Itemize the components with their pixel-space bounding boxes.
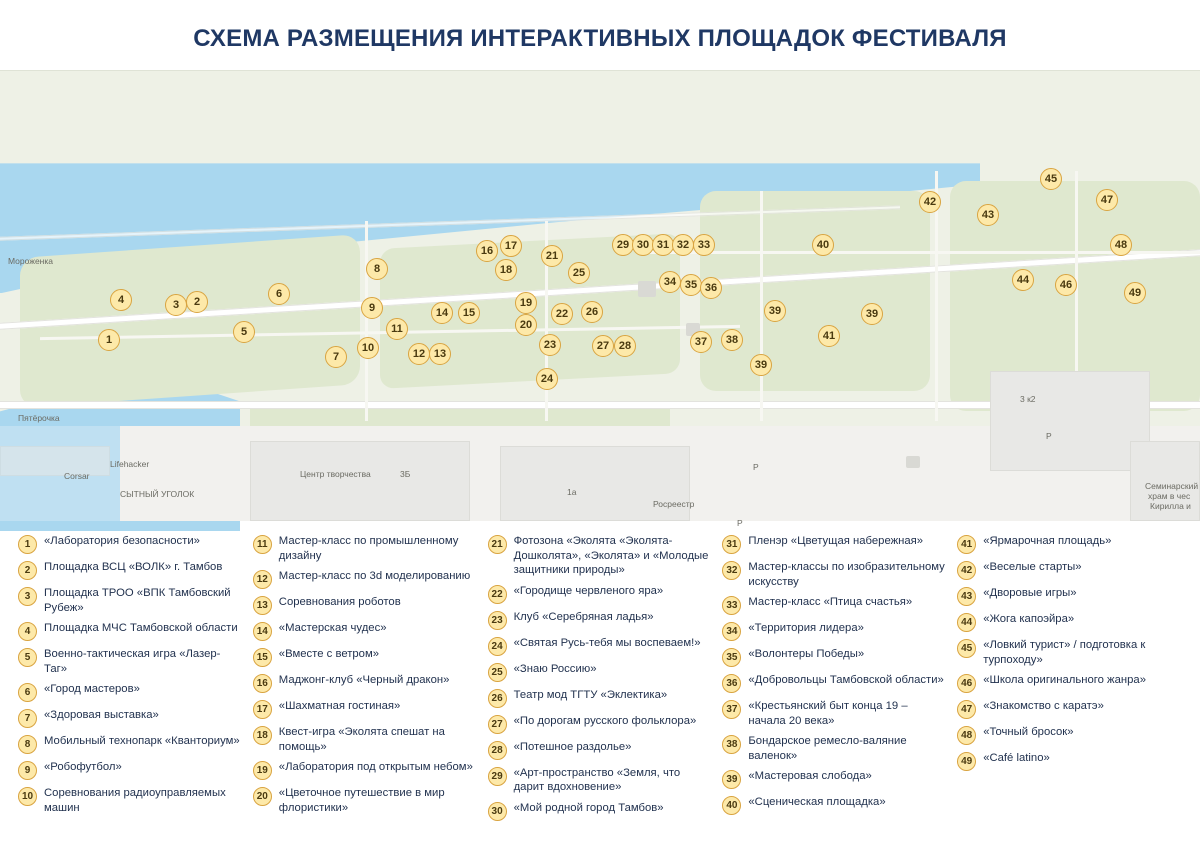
map-pin-18[interactable]: 18 (495, 259, 517, 281)
legend-item-31[interactable] (722, 534, 947, 554)
legend-item-43[interactable] (957, 586, 1182, 606)
legend-label: Театр мод ТГТУ «Эклектика» (513, 688, 668, 701)
legend-item-37[interactable] (722, 699, 947, 728)
legend-label: «Мастерская чудес» (278, 622, 387, 635)
legend-number-badge: 48 (957, 726, 976, 745)
legend-item-36[interactable] (722, 673, 947, 693)
legend-label: «Святая Русь-тебя мы воспеваем!» (513, 636, 701, 649)
map-pin-42[interactable]: 42 (919, 191, 941, 213)
map-pin-20[interactable]: 20 (515, 314, 537, 336)
map-pin-29[interactable]: 29 (612, 234, 634, 256)
map-pin-44[interactable]: 44 (1012, 269, 1034, 291)
legend-item-2[interactable] (18, 560, 243, 580)
legend-label: «Городище червленого яра» (513, 584, 664, 597)
map-pin-48[interactable]: 48 (1110, 234, 1132, 256)
legend-item-26[interactable] (488, 688, 713, 708)
legend-number-badge: 32 (722, 561, 741, 580)
legend-label: Квест-игра «Эколята спешат на помощь» (278, 726, 445, 753)
legend-number-badge: 14 (253, 622, 272, 641)
map-pin-39[interactable]: 39 (750, 354, 772, 376)
legend-label: «По дорогам русского фольклора» (513, 714, 697, 727)
legend-item-24[interactable] (488, 636, 713, 656)
legend-label: «Арт-пространство «Земля, что дарит вдохновение» (513, 766, 681, 794)
legend-number-badge: 34 (722, 622, 741, 641)
legend-number-badge: 13 (253, 596, 272, 615)
map-pin-13[interactable]: 13 (429, 343, 451, 365)
legend-label: «Мастеровая слобода» (748, 770, 872, 783)
legend-item-49[interactable] (957, 751, 1182, 771)
legend-number-badge: 39 (722, 770, 741, 789)
legend-label: Пленэр «Цветущая набережная» (748, 535, 924, 548)
legend-column-5 (957, 534, 1182, 844)
legend-number-badge: 35 (722, 648, 741, 667)
legend-label: Мастер-класс по 3d моделированию (278, 570, 471, 583)
map-pin-39[interactable]: 39 (764, 300, 786, 322)
map-label: 1а (567, 487, 577, 498)
legend-label: Маджонг-клуб «Черный дракон» (278, 674, 450, 687)
map-pin-2[interactable]: 2 (186, 291, 208, 313)
legend-label: «Мой родной город Тамбов» (513, 801, 664, 814)
map-pin-32[interactable]: 32 (672, 234, 694, 256)
legend-item-46[interactable] (957, 673, 1182, 693)
legend-item-22[interactable] (488, 584, 713, 604)
map-pin-25[interactable]: 25 (568, 262, 590, 284)
legend-item-27[interactable] (488, 714, 713, 734)
legend-label: Мастер-класс «Птица счастья» (748, 596, 913, 609)
legend-item-13[interactable] (253, 595, 478, 615)
legend-number-badge: 36 (722, 674, 741, 693)
legend-item-34[interactable] (722, 621, 947, 641)
legend-label: Бондарское ремесло-валяние валенок» (748, 735, 907, 762)
legend-number-badge: 10 (18, 787, 37, 806)
map-pin-37[interactable]: 37 (690, 331, 712, 353)
legend-item-10[interactable] (18, 786, 243, 815)
legend-label: «Вместе с ветром» (278, 648, 380, 661)
legend-number-badge: 28 (488, 741, 507, 760)
legend-number-badge: 5 (18, 648, 37, 667)
legend-item-44[interactable] (957, 612, 1182, 632)
map-pin-33[interactable]: 33 (693, 234, 715, 256)
map-block-c (906, 456, 920, 468)
legend (0, 520, 1200, 850)
legend-item-30[interactable] (488, 801, 713, 821)
legend-item-29[interactable] (488, 766, 713, 795)
legend-column-1 (18, 534, 243, 844)
legend-number-badge: 24 (488, 637, 507, 656)
legend-number-badge: 43 (957, 587, 976, 606)
map-label: Центр творчества (300, 469, 371, 480)
map-label: храм в чес (1148, 491, 1191, 502)
legend-number-badge: 45 (957, 639, 976, 658)
legend-column-3 (488, 534, 713, 844)
map-pin-17[interactable]: 17 (500, 235, 522, 257)
legend-number-badge: 33 (722, 596, 741, 615)
legend-item-14[interactable] (253, 621, 478, 641)
legend-item-8[interactable] (18, 734, 243, 754)
legend-number-badge: 6 (18, 683, 37, 702)
map-pin-30[interactable]: 30 (632, 234, 654, 256)
legend-item-17[interactable] (253, 699, 478, 719)
map-pin-15[interactable]: 15 (458, 302, 480, 324)
legend-number-badge: 17 (253, 700, 272, 719)
legend-label: Площадка ТРОО «ВПК Тамбовский Рубеж» (44, 587, 231, 614)
legend-number-badge: 31 (722, 535, 741, 554)
map-label: Corsar (64, 471, 90, 482)
legend-item-19[interactable] (253, 760, 478, 780)
legend-label: «Лаборатория под открытым небом» (278, 761, 473, 774)
map-pin-28[interactable]: 28 (614, 335, 636, 357)
legend-number-badge: 12 (253, 570, 272, 589)
map-pin-6[interactable]: 6 (268, 283, 290, 305)
map-pin-40[interactable]: 40 (812, 234, 834, 256)
legend-label: «Жога капоэйра» (983, 613, 1075, 626)
legend-label: «Крестьянский быт конца 19 – начала 20 века» (748, 700, 908, 727)
legend-label: Площадка МЧС Тамбовской области (44, 622, 238, 635)
legend-item-7[interactable] (18, 708, 243, 728)
legend-label: Площадка ВСЦ «ВОЛК» г. Тамбов (44, 561, 223, 574)
map-pin-10[interactable]: 10 (357, 337, 379, 359)
legend-item-33[interactable] (722, 595, 947, 615)
legend-label: «Волонтеры Победы» (748, 648, 865, 661)
festival-map[interactable] (0, 70, 1200, 529)
map-pin-43[interactable]: 43 (977, 204, 999, 226)
legend-label: Военно-тактическая игра «Лазер-Таг» (44, 648, 221, 675)
page-title: СХЕМА РАЗМЕЩЕНИЯ ИНТЕРАКТИВНЫХ ПЛОЩАДОК ФЕСТИВАЛЯ (193, 25, 1007, 52)
legend-label: «Сценическая площадка» (748, 796, 886, 809)
legend-number-badge: 1 (18, 535, 37, 554)
building-3k2 (990, 371, 1150, 471)
map-pin-8[interactable]: 8 (366, 258, 388, 280)
legend-item-21[interactable] (488, 534, 713, 577)
legend-item-28[interactable] (488, 740, 713, 760)
legend-number-badge: 30 (488, 802, 507, 821)
legend-number-badge: 26 (488, 689, 507, 708)
legend-item-23[interactable] (488, 610, 713, 630)
legend-label: «Ярмарочная площадь» (983, 535, 1112, 548)
legend-item-15[interactable] (253, 647, 478, 667)
legend-item-11[interactable] (253, 534, 478, 563)
path-vertical-3 (760, 191, 763, 421)
map-pin-3[interactable]: 3 (165, 294, 187, 316)
legend-item-3[interactable] (18, 586, 243, 615)
map-block-a (638, 281, 656, 297)
legend-number-badge: 40 (722, 796, 741, 815)
legend-item-6[interactable] (18, 682, 243, 702)
legend-number-badge: 19 (253, 761, 272, 780)
legend-item-40[interactable] (722, 795, 947, 815)
building-center-creativity (250, 441, 470, 521)
legend-label: «Café latino» (983, 752, 1050, 765)
map-label: Lifehacker (110, 459, 150, 470)
map-pin-5[interactable]: 5 (233, 321, 255, 343)
legend-number-badge: 15 (253, 648, 272, 667)
legend-number-badge: 9 (18, 761, 37, 780)
legend-label: «Потешное раздолье» (513, 740, 632, 753)
map-pin-19[interactable]: 19 (515, 292, 537, 314)
map-pin-11[interactable]: 11 (386, 318, 408, 340)
legend-number-badge: 21 (488, 535, 507, 554)
legend-label: Мобильный технопарк «Кванториум» (44, 735, 240, 748)
map-pin-14[interactable]: 14 (431, 302, 453, 324)
legend-label: «Ловкий турист» / подготовка к турпоходу» (983, 639, 1146, 666)
map-pin-21[interactable]: 21 (541, 245, 563, 267)
legend-item-9[interactable] (18, 760, 243, 780)
legend-number-badge: 23 (488, 611, 507, 630)
legend-label: «Точный бросок» (983, 726, 1074, 739)
map-label: Р (737, 518, 743, 529)
legend-label: «Здоровая выставка» (44, 709, 159, 722)
legend-label: «Добровольцы Тамбовской области» (748, 674, 944, 687)
legend-item-48[interactable] (957, 725, 1182, 745)
building-1a (500, 446, 690, 521)
map-pin-45[interactable]: 45 (1040, 168, 1062, 190)
legend-number-badge: 29 (488, 767, 507, 786)
legend-item-39[interactable] (722, 769, 947, 789)
legend-item-18[interactable] (253, 725, 478, 754)
legend-label: Клуб «Серебряная ладья» (513, 610, 654, 623)
legend-number-badge: 8 (18, 735, 37, 754)
path-vertical-1 (365, 221, 368, 421)
map-pin-36[interactable]: 36 (700, 277, 722, 299)
legend-item-20[interactable] (253, 786, 478, 815)
map-pin-34[interactable]: 34 (659, 271, 681, 293)
map-pin-31[interactable]: 31 (652, 234, 674, 256)
map-label: 3 к2 (1020, 394, 1036, 405)
map-pin-4[interactable]: 4 (110, 289, 132, 311)
map-pin-41[interactable]: 41 (818, 325, 840, 347)
building-pyaterochka (0, 446, 110, 476)
map-pin-46[interactable]: 46 (1055, 274, 1077, 296)
legend-number-badge: 3 (18, 587, 37, 606)
legend-label: «Город мастеров» (44, 683, 140, 696)
legend-number-badge: 27 (488, 715, 507, 734)
map-label: 3Б (400, 469, 411, 480)
legend-label: Соревнования роботов (278, 596, 401, 609)
legend-number-badge: 11 (253, 535, 272, 554)
legend-number-badge: 16 (253, 674, 272, 693)
legend-column-2 (253, 534, 478, 844)
legend-label: Мастер-классы по изобразительному искусству (748, 561, 945, 588)
map-pin-16[interactable]: 16 (476, 240, 498, 262)
legend-item-25[interactable] (488, 662, 713, 682)
legend-item-47[interactable] (957, 699, 1182, 719)
legend-label: Мастер-класс по промышленному дизайну (278, 535, 459, 562)
map-pin-9[interactable]: 9 (361, 297, 383, 319)
map-pin-49[interactable]: 49 (1124, 282, 1146, 304)
legend-label: Соревнования радиоуправляемых машин (44, 787, 226, 814)
legend-label: «Знакомство с каратэ» (983, 700, 1104, 713)
legend-number-badge: 22 (488, 585, 507, 604)
map-pin-7[interactable]: 7 (325, 346, 347, 368)
map-label: СЫТНЫЙ УГОЛОК (120, 489, 195, 500)
legend-number-badge: 2 (18, 561, 37, 580)
legend-label: «Школа оригинального жанра» (983, 674, 1146, 687)
legend-number-badge: 38 (722, 735, 741, 754)
map-pin-12[interactable]: 12 (408, 343, 430, 365)
map-pin-22[interactable]: 22 (551, 303, 573, 325)
legend-item-1[interactable] (18, 534, 243, 554)
legend-label: «Шахматная гостиная» (278, 700, 401, 713)
legend-number-badge: 42 (957, 561, 976, 580)
legend-label: «Робофутбол» (44, 761, 122, 774)
map-pin-47[interactable]: 47 (1096, 189, 1118, 211)
map-label: Р (753, 462, 759, 473)
legend-item-5[interactable] (18, 647, 243, 676)
legend-label: «Веселые старты» (983, 561, 1082, 574)
legend-label: «Знаю Россию» (513, 662, 597, 675)
map-label: Р (1046, 431, 1052, 442)
map-pin-39[interactable]: 39 (861, 303, 883, 325)
legend-item-35[interactable] (722, 647, 947, 667)
legend-number-badge: 41 (957, 535, 976, 554)
map-pin-1[interactable]: 1 (98, 329, 120, 351)
map-pin-26[interactable]: 26 (581, 301, 603, 323)
legend-label: «Дворовые игры» (983, 587, 1077, 600)
legend-number-badge: 37 (722, 700, 741, 719)
legend-item-45[interactable] (957, 638, 1182, 667)
map-label: Мороженка (8, 256, 54, 267)
legend-label: «Территория лидера» (748, 622, 864, 635)
legend-item-41[interactable] (957, 534, 1182, 554)
map-label: Росреестр (653, 499, 695, 510)
legend-number-badge: 18 (253, 726, 272, 745)
legend-item-38[interactable] (722, 734, 947, 763)
legend-item-32[interactable] (722, 560, 947, 589)
map-pin-23[interactable]: 23 (539, 334, 561, 356)
map-label: Кирилла и (1150, 501, 1191, 512)
map-pin-24[interactable]: 24 (536, 368, 558, 390)
legend-item-4[interactable] (18, 621, 243, 641)
map-label: Пятёрочка (18, 413, 60, 424)
legend-number-badge: 25 (488, 663, 507, 682)
legend-label: «Цветочное путешествие в мир флористики» (278, 787, 445, 814)
map-pin-27[interactable]: 27 (592, 335, 614, 357)
legend-number-badge: 20 (253, 787, 272, 806)
legend-item-42[interactable] (957, 560, 1182, 580)
legend-item-12[interactable] (253, 569, 478, 589)
legend-column-4 (722, 534, 947, 844)
map-pin-35[interactable]: 35 (680, 274, 702, 296)
map-label: Семинарский (1145, 481, 1199, 492)
legend-number-badge: 4 (18, 622, 37, 641)
map-pin-38[interactable]: 38 (721, 329, 743, 351)
legend-number-badge: 47 (957, 700, 976, 719)
legend-item-16[interactable] (253, 673, 478, 693)
legend-number-badge: 46 (957, 674, 976, 693)
legend-number-badge: 7 (18, 709, 37, 728)
legend-number-badge: 44 (957, 613, 976, 632)
legend-number-badge: 49 (957, 752, 976, 771)
legend-label: Фотозона «Эколята «Эколята-Дошколята», «Эколята» и «Молодые защитники природы» (513, 535, 709, 577)
park-area-east (700, 191, 930, 391)
legend-label: «Лаборатория безопасности» (44, 535, 200, 548)
